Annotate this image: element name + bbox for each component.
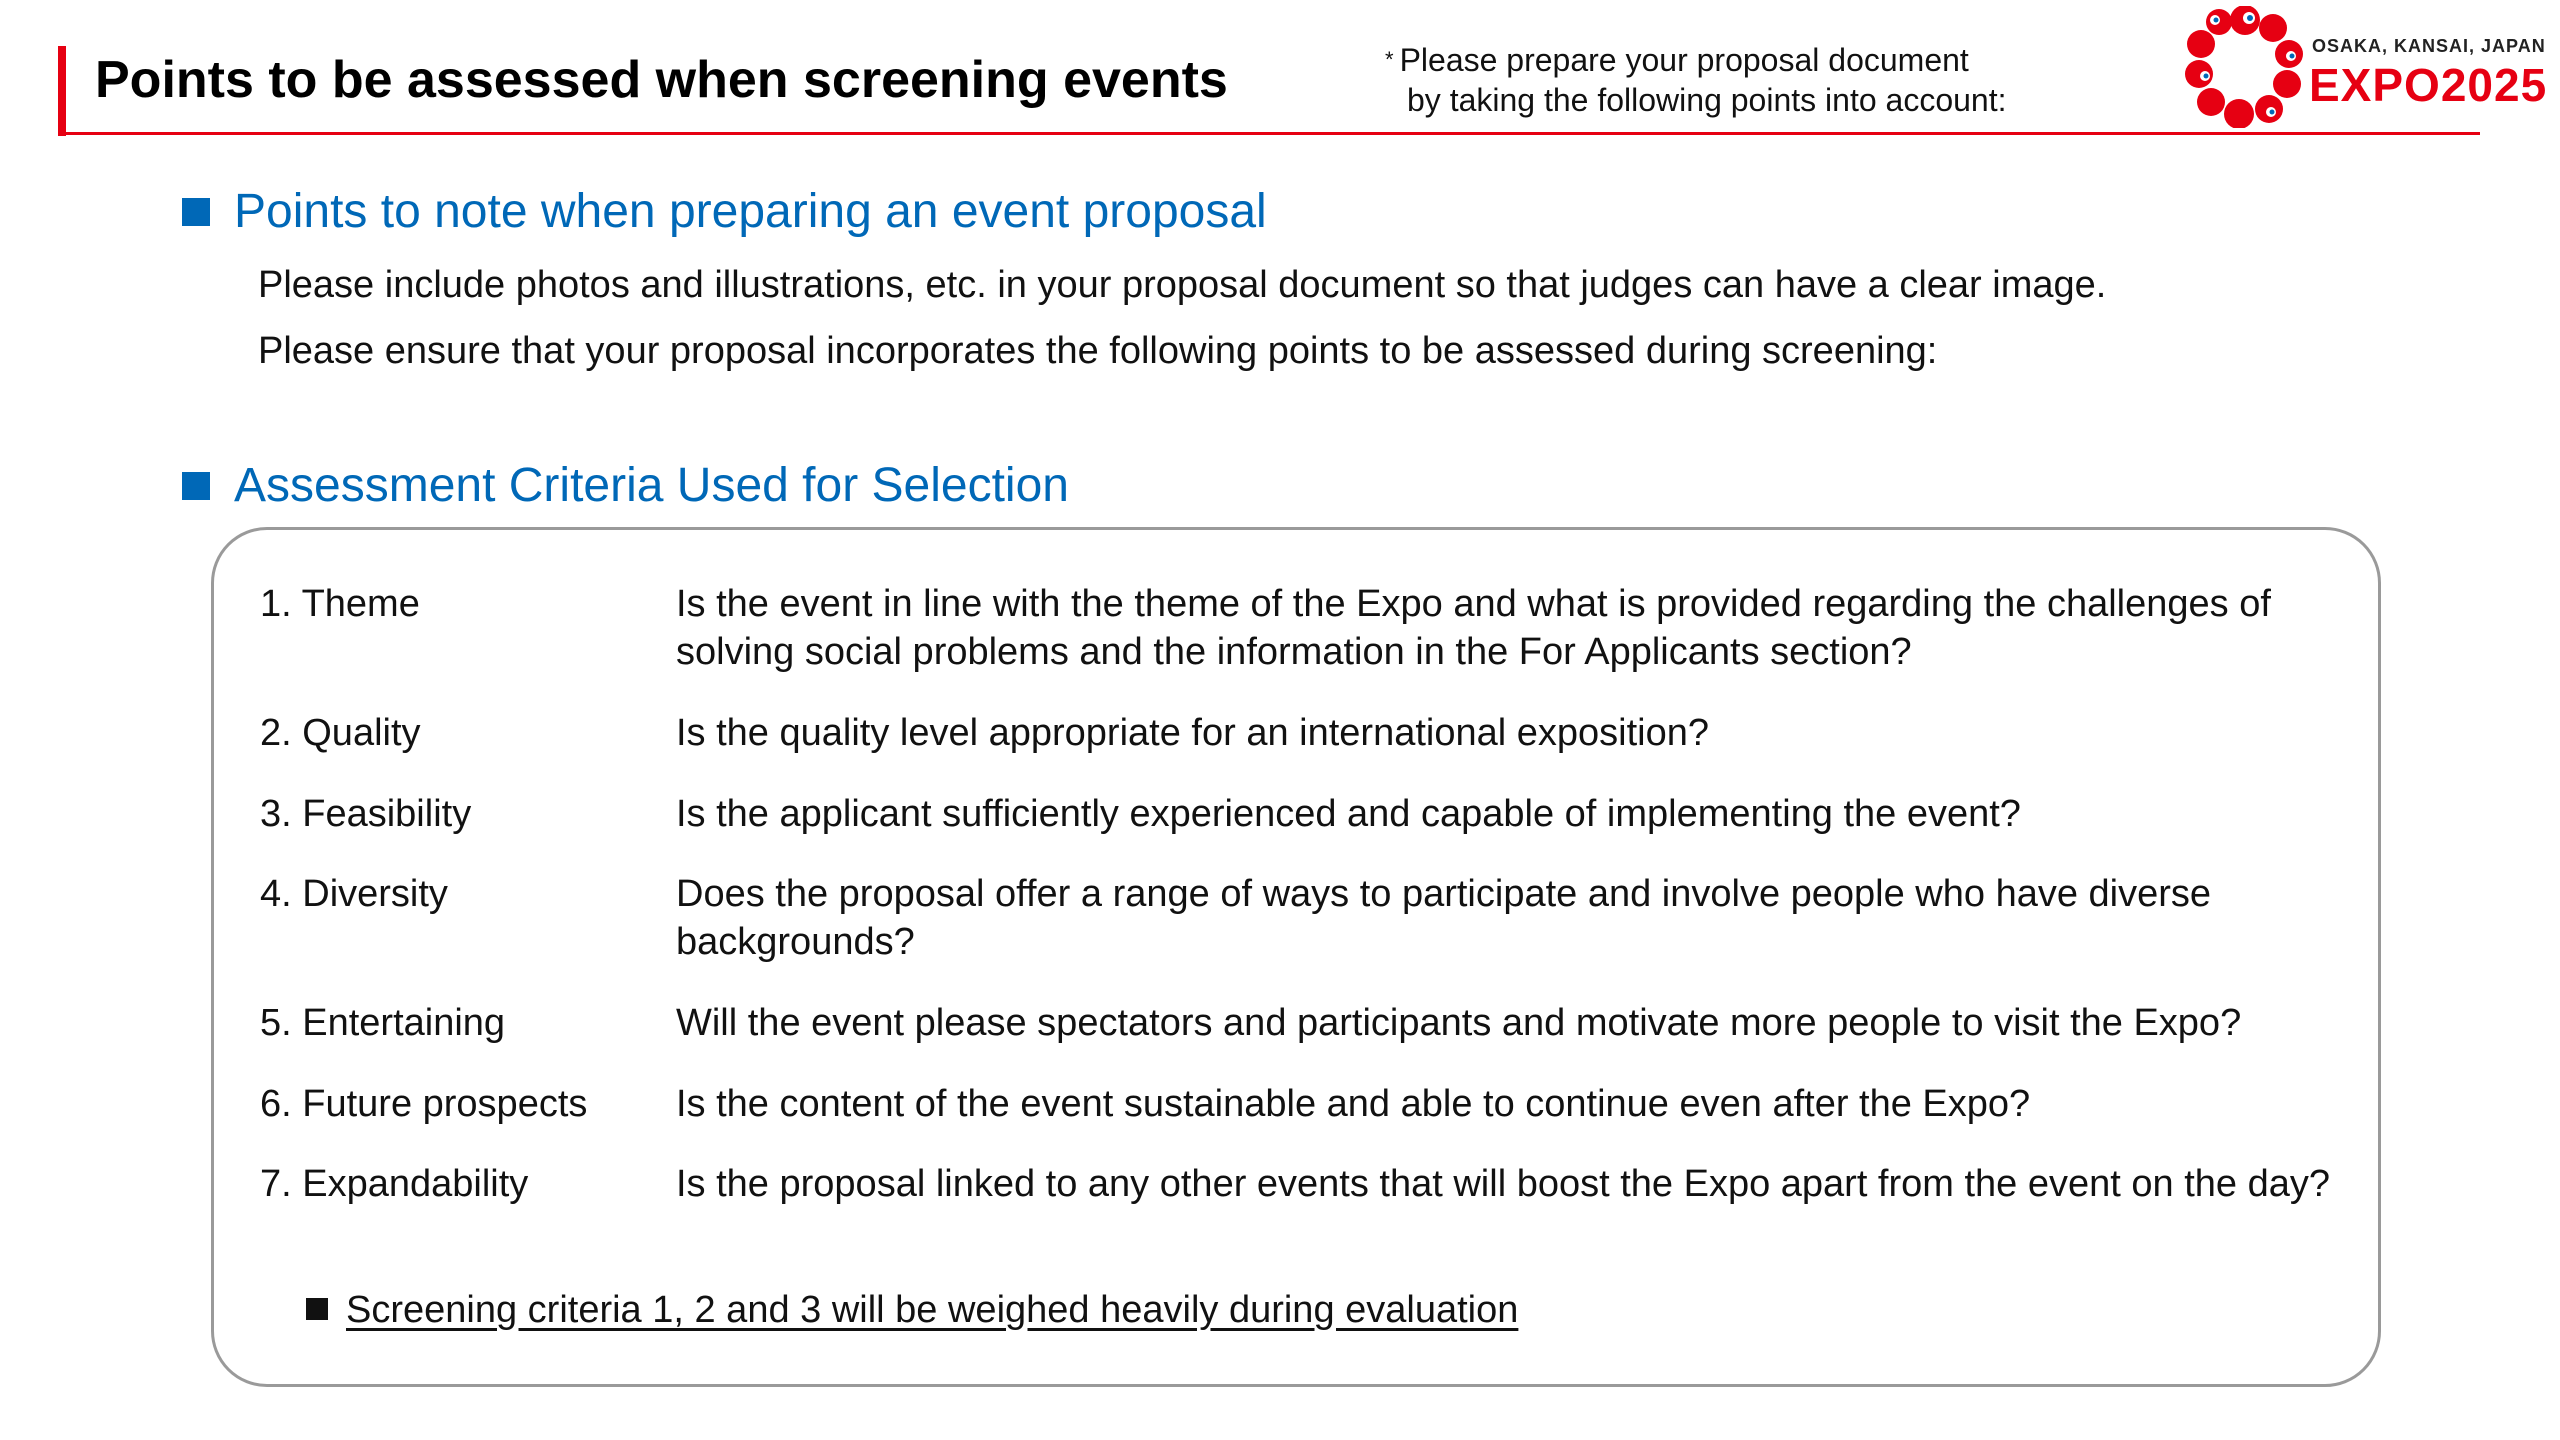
- criteria-description: Is the quality level appropriate for an international exposition?: [676, 712, 1709, 754]
- criteria-label: 5. Entertaining: [260, 1002, 506, 1044]
- square-bullet-icon: [182, 472, 210, 500]
- header-divider: [58, 132, 2480, 135]
- page-title: Points to be assessed when screening events: [95, 51, 1228, 109]
- paragraph-assessment-points: Please ensure that your proposal incorporates the following points to be assessed during screening:: [258, 330, 1938, 372]
- criteria-note-text: Screening criteria 1, 2 and 3 will be weighed heavily during evaluation: [346, 1289, 1519, 1331]
- note-line-2: by taking the following points into account:: [1407, 82, 2007, 118]
- criteria-row-quality: [260, 709, 2350, 757]
- criteria-box: [211, 527, 2381, 1387]
- title-accent-bar: [58, 46, 66, 136]
- criteria-description: Is the applicant sufficiently experienced and capable of implementing the event?: [676, 793, 2021, 835]
- criteria-row-feasibility: [260, 790, 2350, 838]
- note-line-1: Please prepare your proposal document: [1399, 42, 1969, 78]
- criteria-label: 3. Feasibility: [260, 793, 472, 835]
- criteria-description: Is the content of the event sustainable and able to continue even after the Expo?: [676, 1083, 2031, 1125]
- criteria-weighting-note: [298, 1286, 1518, 1334]
- criteria-label: 4. Diversity: [260, 873, 448, 915]
- criteria-description: Is the proposal linked to any other events that will boost the Expo apart from the event on the day?: [676, 1163, 2331, 1205]
- expo-logo: [2185, 6, 2548, 128]
- criteria-row-expandability: [260, 1160, 2350, 1208]
- header-note: [1385, 40, 2006, 120]
- criteria-description: Will the event please spectators and participants and motivate more people to visit the Expo?: [676, 1002, 2242, 1044]
- criteria-row-entertaining: [260, 999, 2350, 1047]
- logo-subtitle: OSAKA, KANSAI, JAPAN: [2312, 36, 2546, 56]
- paragraph-photos: Please include photos and illustrations, etc. in your proposal document so that judges can have a clear image.: [258, 264, 2107, 306]
- criteria-description: Is the event in line with the theme of the Expo and what is provided regarding the challenges of solving social problems and the information in the For Applicants section?: [676, 583, 2271, 673]
- criteria-label: 2. Quality: [260, 712, 421, 754]
- section-heading-text: Points to note when preparing an event proposal: [234, 185, 1267, 238]
- criteria-label: 1. Theme: [260, 583, 420, 625]
- criteria-row-future-prospects: [260, 1080, 2350, 1128]
- section-heading-proposal-notes: [182, 184, 1267, 239]
- section-heading-text: Assessment Criteria Used for Selection: [234, 459, 1069, 512]
- criteria-row-diversity: [260, 870, 2350, 966]
- criteria-label: 6. Future prospects: [260, 1083, 588, 1125]
- expo-logo-mark-icon: [2185, 6, 2305, 128]
- criteria-description: Does the proposal offer a range of ways to participate and involve people who have diverse backgrounds?: [676, 873, 2212, 963]
- criteria-label: 7. Expandability: [260, 1163, 529, 1205]
- square-bullet-icon: [182, 198, 210, 226]
- square-bullet-icon: [306, 1298, 328, 1320]
- section-heading-criteria: [182, 458, 1069, 513]
- logo-wordmark: EXPO2025: [2309, 59, 2548, 111]
- note-asterisk: *: [1385, 47, 1394, 72]
- criteria-row-theme: [260, 580, 2350, 676]
